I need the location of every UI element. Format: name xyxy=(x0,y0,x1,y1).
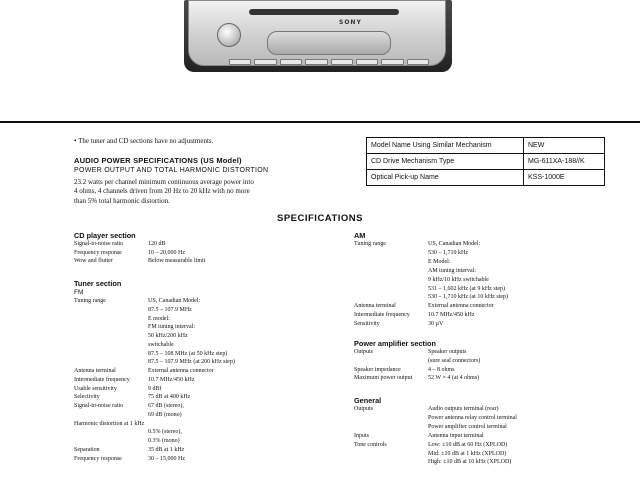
tuner-fm-subtitle: FM xyxy=(74,289,84,296)
tuner-section-title: Tuner section xyxy=(74,279,122,288)
spec-value: US, Canadian Model: xyxy=(148,298,201,304)
spec-value: Below measurable limit xyxy=(148,258,206,265)
spec-label: Harmonic distortion at 1 kHz xyxy=(74,420,145,427)
header-divider xyxy=(0,121,640,123)
disc-slot xyxy=(249,9,399,15)
volume-knob xyxy=(217,23,241,47)
table-cell-label: CD Drive Mechanism Type xyxy=(367,154,524,170)
spec-value: 52 W × 4 (at 4 ohms) xyxy=(428,375,480,382)
spec-value: Mid: ±10 dB at 1 kHz (XPLOD) xyxy=(428,450,507,457)
spec-value: 30 µV xyxy=(428,321,444,328)
power-amp-section-title: Power amplifier section xyxy=(354,339,436,348)
spec-value: High: ±10 dB at 10 kHz (XPLOD) xyxy=(428,459,512,466)
spec-label: Frequency response xyxy=(74,455,122,462)
spec-value: 10.7 MHz/450 kHz xyxy=(428,312,475,319)
spec-value: External antenna connector xyxy=(428,303,494,310)
spec-value: E Model: xyxy=(428,258,451,265)
spec-label: Tuning range xyxy=(354,241,386,247)
spec-label: Selectivity xyxy=(74,394,100,401)
spec-label: Antenna terminal xyxy=(74,368,116,374)
spec-label: Sensitivity xyxy=(354,321,380,328)
spec-label: Antenna terminal xyxy=(354,303,396,310)
spec-value: US, Canadian Model: xyxy=(428,241,481,247)
audio-power-heading: AUDIO POWER SPECIFICATIONS (US Model) xyxy=(74,156,242,165)
unit-faceplate xyxy=(188,0,446,66)
preset-buttons xyxy=(229,59,429,65)
audio-power-line: 4 ohms, 4 channels driven from 20 Hz to 20 kHz with no more xyxy=(74,187,250,196)
brand-logo: SONY xyxy=(339,19,362,26)
spec-label: Usable sensitivity xyxy=(74,385,117,392)
am-section-title: AM xyxy=(354,231,366,240)
spec-value: 67 dB (stereo), xyxy=(148,403,184,409)
spec-label: Wow and flutter xyxy=(74,258,113,265)
spec-value: Power amplifier control terminal xyxy=(428,423,507,430)
spec-value: Low: ±10 dB at 60 Hz (XPLOD) xyxy=(428,441,508,448)
spec-value: Audio outputs terminal (rear) xyxy=(428,406,499,412)
spec-value: Antenna input terminal xyxy=(428,432,484,439)
spec-label: Outputs xyxy=(354,349,374,355)
audio-power-subheading: POWER OUTPUT AND TOTAL HARMONIC DISTORTION xyxy=(74,167,269,174)
spec-value: (sure seal connectors) xyxy=(428,357,481,364)
spec-value: 87.5 – 107.9 MHz (at 200 kHz step) xyxy=(148,359,235,366)
spec-value: External antenna connector xyxy=(148,368,214,374)
spec-value: 0.5% (stereo), xyxy=(148,429,182,436)
spec-label: Tuning range xyxy=(74,298,106,304)
unit-display xyxy=(267,31,391,55)
spec-value: Speaker outputs xyxy=(428,349,467,355)
spec-value: 10.7 MHz/450 kHz xyxy=(148,376,195,383)
spec-value: 4 – 8 ohms xyxy=(428,366,455,373)
spec-value: 75 dB at 400 kHz xyxy=(148,394,191,401)
spec-value: E model: xyxy=(148,315,170,322)
spec-label: Intermediate frequency xyxy=(354,312,410,319)
table-cell-label: Model Name Using Similar Mechanism xyxy=(367,138,524,154)
table-cell-value: NEW xyxy=(524,138,605,154)
spec-value: 69 dB (mono) xyxy=(148,411,182,418)
spec-value: 87.5 – 108 MHz (at 50 kHz step) xyxy=(148,350,228,357)
spec-value: AM tuning interval: xyxy=(428,267,476,274)
product-photo xyxy=(170,0,470,82)
table-cell-value: KSS-1000E xyxy=(524,170,605,186)
table-cell-label: Optical Pick-up Name xyxy=(367,170,524,186)
spec-value: 530 – 1,710 kHz (at 10 kHz step) xyxy=(428,294,508,301)
spec-value: 35 dB at 1 kHz xyxy=(148,446,185,453)
spec-value: switchable xyxy=(148,341,174,348)
spec-value: 530 – 1,710 kHz xyxy=(428,249,468,256)
spec-value: 87.5 – 107.9 MHz xyxy=(148,306,192,313)
spec-value: 9 kHz/10 kHz switchable xyxy=(428,276,489,283)
cd-section-title: CD player section xyxy=(74,231,136,240)
audio-power-line: than 5% total harmonic distortion. xyxy=(74,196,170,205)
spec-label: Maximum power output xyxy=(354,375,413,382)
spec-label: Outputs xyxy=(354,406,374,412)
spec-value: 0.3% (mono) xyxy=(148,438,180,444)
spec-value: 30 – 15,000 Hz xyxy=(148,455,185,462)
spec-label: Frequency response xyxy=(74,249,122,256)
spec-label: Separation xyxy=(74,446,100,453)
spec-label: Tone controls xyxy=(354,441,387,448)
spec-value: 120 dB xyxy=(148,241,166,247)
table-row xyxy=(367,170,605,186)
spec-label: Signal-to-noise ratio xyxy=(74,241,124,247)
specifications-title: SPECIFICATIONS xyxy=(277,213,363,224)
table-cell-value: MG-611XA-188//K xyxy=(524,154,605,170)
audio-power-body xyxy=(74,178,354,206)
spec-label: Inputs xyxy=(354,432,369,439)
spec-label: Signal-to-noise ratio xyxy=(74,403,124,409)
spec-value: 9 dBf xyxy=(148,385,162,392)
table-row xyxy=(367,154,605,170)
adjustment-note: • The tuner and CD sections have no adjustments. xyxy=(74,137,214,145)
spec-label: Intermediate frequency xyxy=(74,376,130,383)
spec-value: 50 kHz/200 kHz xyxy=(148,333,188,339)
spec-label: Speaker impedance xyxy=(354,366,401,373)
general-section-title: General xyxy=(354,396,382,405)
audio-power-line: 23.2 watts per channel minimum continuous average power into xyxy=(74,178,254,186)
spec-value: FM tuning interval: xyxy=(148,324,195,331)
spec-value: Power antenna relay control terminal xyxy=(428,414,517,421)
spec-value: 531 – 1,602 kHz (at 9 kHz step) xyxy=(428,285,505,292)
table-row xyxy=(367,138,605,154)
spec-value: 10 – 20,000 Hz xyxy=(148,249,185,256)
mechanism-table xyxy=(366,137,605,186)
